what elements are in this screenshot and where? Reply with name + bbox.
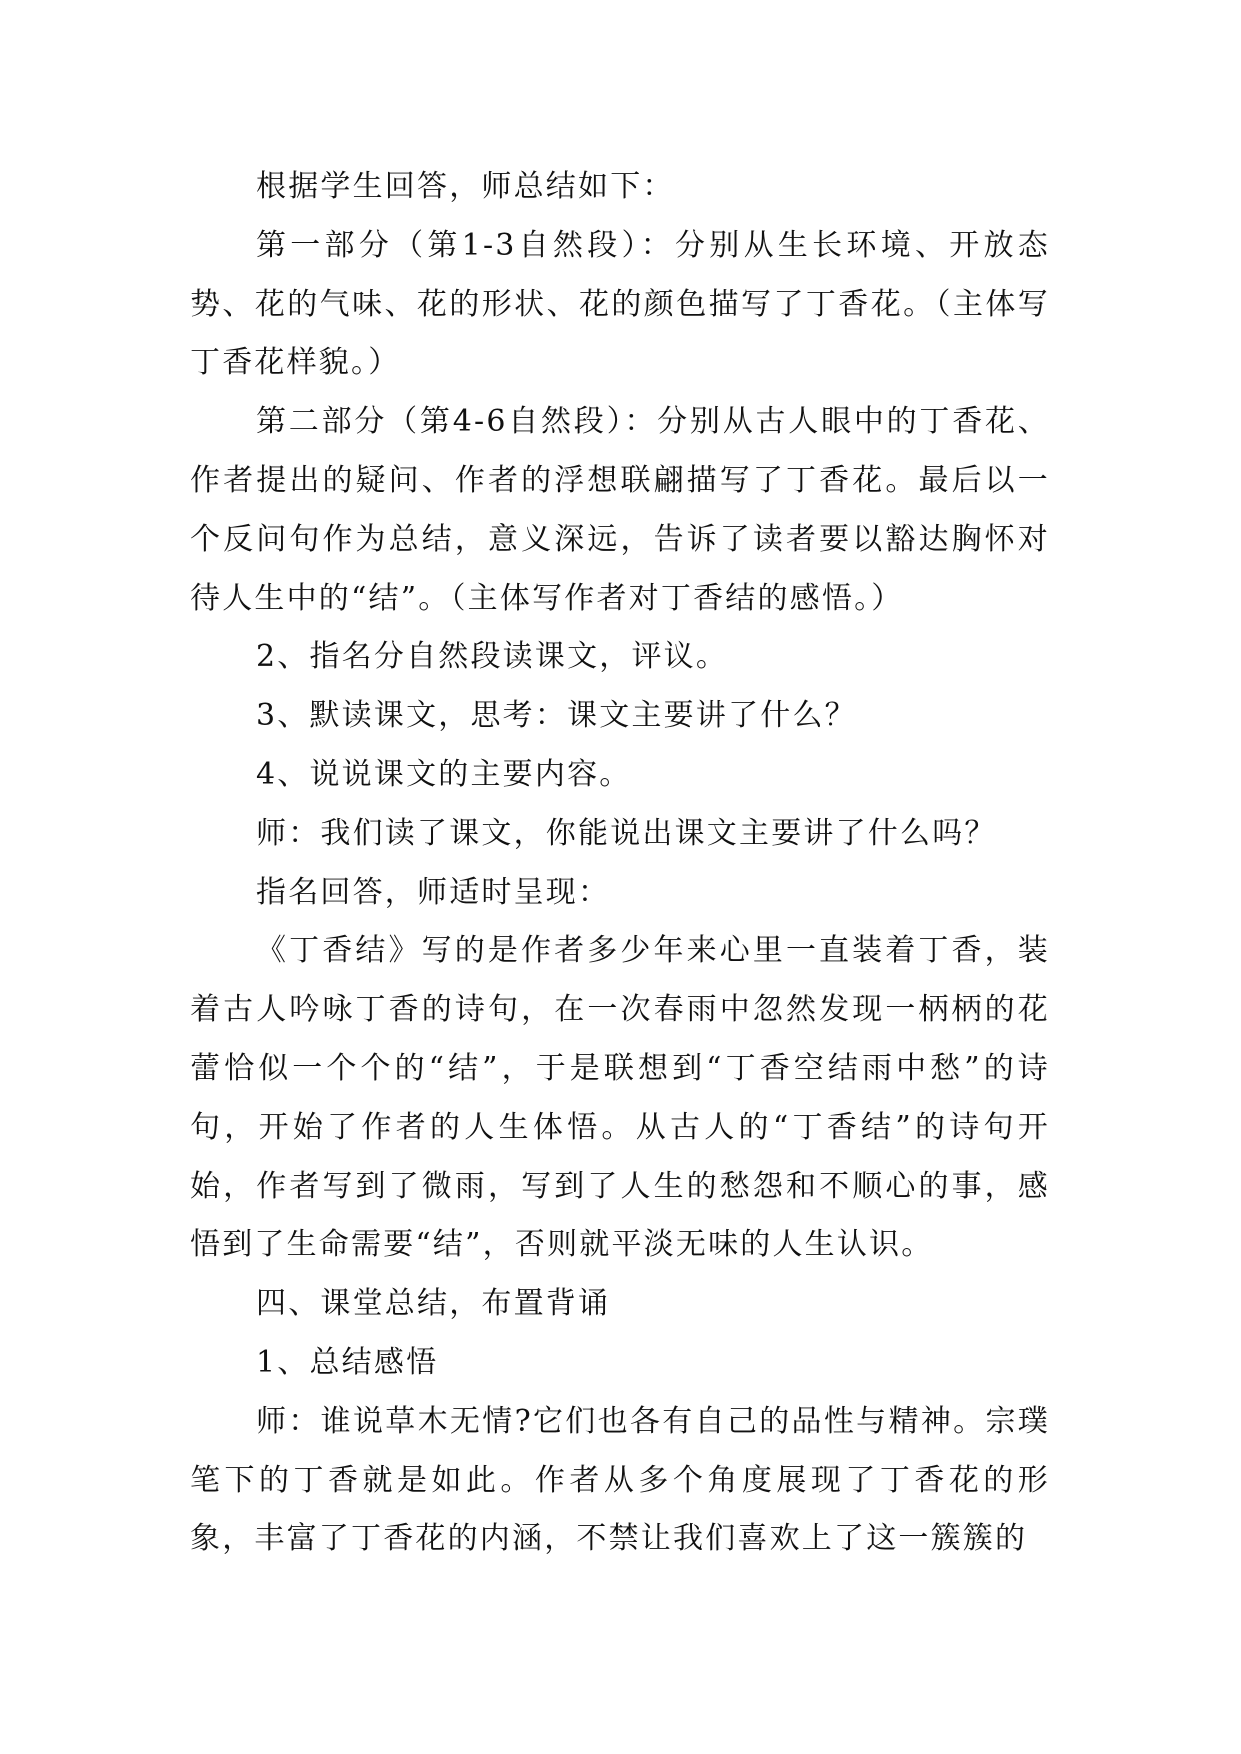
paragraph-step-4: 4、说说课文的主要内容。 — [256, 756, 632, 792]
paragraph-part-two: 第二部分（第4-6自然段）：分别从古人眼中的丁香花、作者提出的疑问、作者的浮想联翩描写了丁香花。最后以一个反问句作为总结，意义深远，告诉了读者要以豁达胸怀对待人生中的“结”。（主体写作者对丁香结的感悟。） — [190, 404, 1050, 616]
paragraph-step-3: 3、默读课文，思考：课文主要讲了什么？ — [256, 698, 857, 734]
section-heading-summary: 四、课堂总结，布置背诵 — [256, 1286, 611, 1322]
paragraph-answer-intro: 指名回答，师适时呈现： — [256, 874, 611, 910]
paragraph-teacher-summary: 师：谁说草木无情?它们也各有自己的品性与精神。宗璞笔下的丁香就是如此。作者从多个角度展现了丁香花的形象，丰富了丁香花的内涵，不禁让我们喜欢上了这一簇簇的 — [190, 1403, 1050, 1557]
paragraph-summary-step-1: 1、总结感悟 — [256, 1344, 439, 1380]
paragraph-part-one: 第一部分（第1-3自然段）：分别从生长环境、开放态势、花的气味、花的形状、花的颜色描写了丁香花。（主体写丁香花样貌。） — [190, 227, 1050, 381]
paragraph-summary-intro: 根据学生回答，师总结如下： — [256, 169, 675, 204]
paragraph-main-content: 《丁香结》写的是作者多少年来心里一直装着丁香，装着古人吟咏丁香的诗句，在一次春雨中忽然发现一柄柄的花蕾恰似一个个的“结”，于是联想到“丁香空结雨中愁”的诗句，开始了作者的人生体悟。从古人的“丁香结”的诗句开始，作者写到了微雨，写到了人生的愁怨和不顺心的事，感悟到了生命需要“结”，否则就平淡无味的人生认识。 — [190, 933, 1050, 1263]
paragraph-step-2: 2、指名分自然段读课文，评议。 — [256, 639, 729, 675]
document-body — [190, 158, 1050, 1569]
paragraph-teacher-question: 师：我们读了课文，你能说出课文主要讲了什么吗？ — [256, 815, 997, 851]
